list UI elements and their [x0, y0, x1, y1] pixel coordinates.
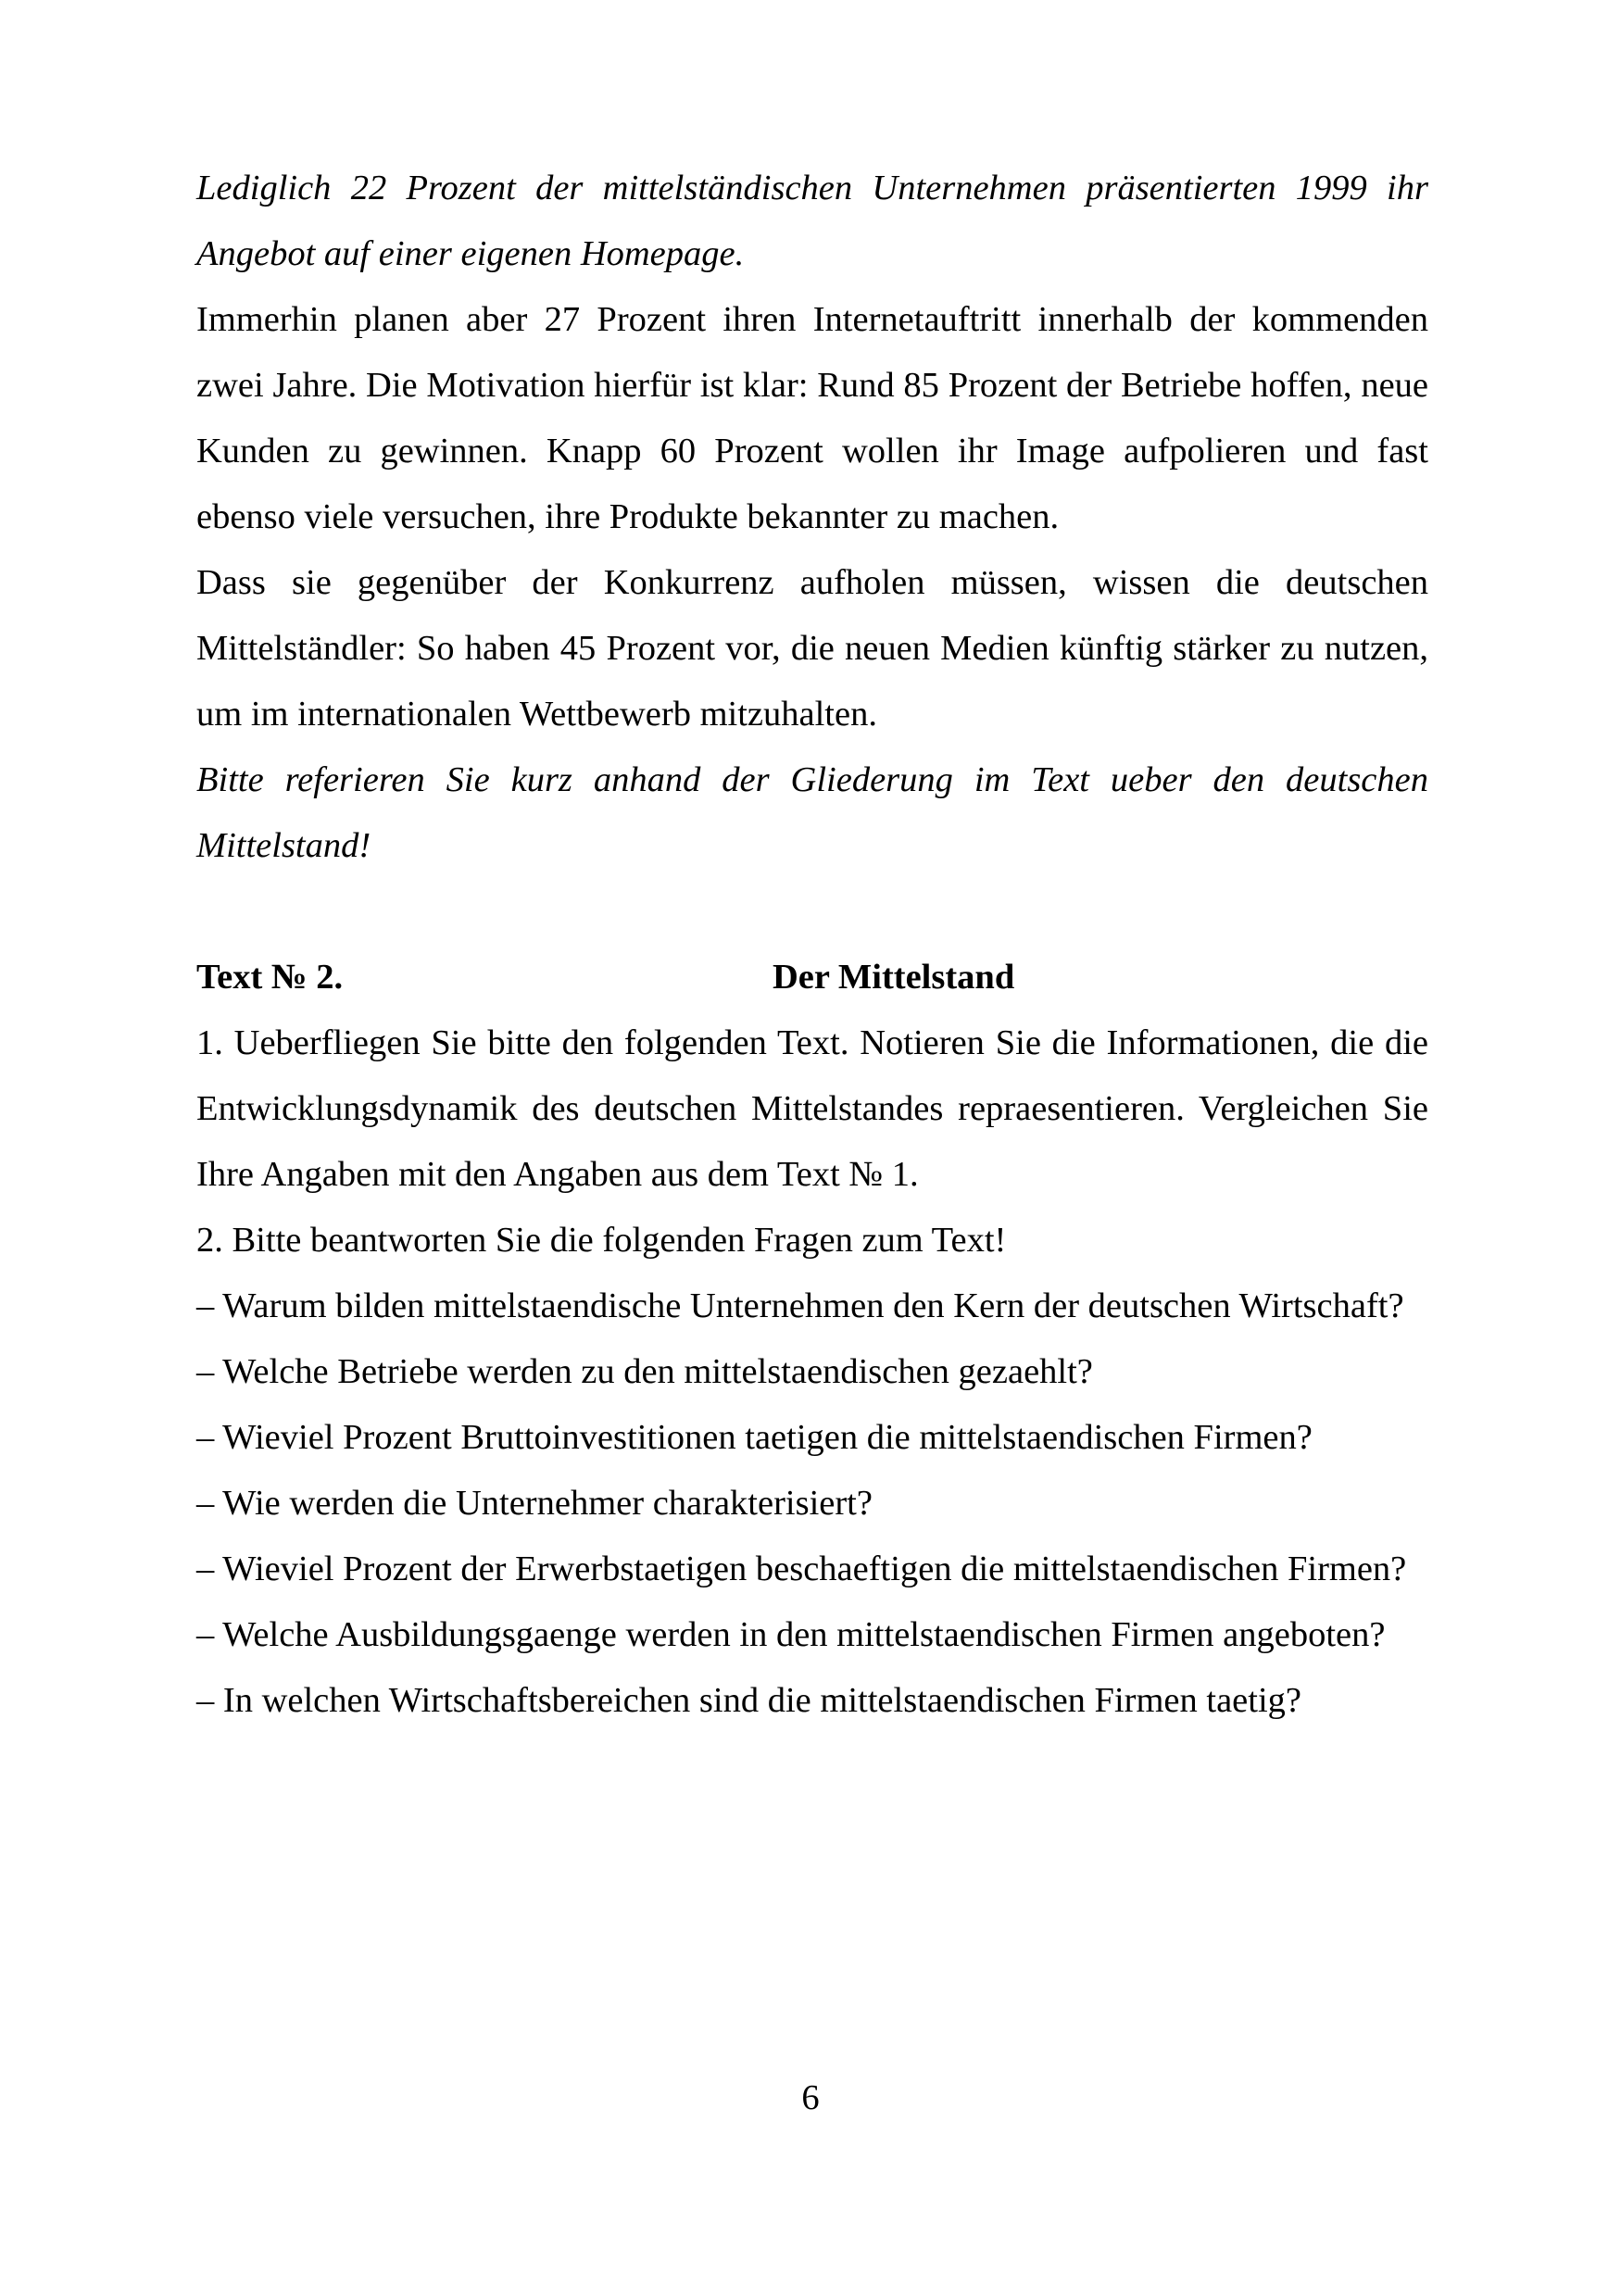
question-item: – Wieviel Prozent der Erwerbstaetigen beschaeftigen die mittelstaendischen Firmen? [196, 1549, 1407, 1588]
intro-italic-paragraph: Lediglich 22 Prozent der mittelständischen Unternehmen präsentierten 1999 ihr Angebot auf einer eigenen Homepage. [196, 169, 1428, 273]
section-spacer [196, 879, 1428, 945]
section-title: Der Mittelstand [773, 958, 1015, 997]
document-page [196, 156, 1428, 1734]
question-item: – Welche Betriebe werden zu den mittelstaendischen gezaehlt? [196, 1352, 1093, 1391]
section-heading [196, 945, 1428, 1010]
task-2-paragraph: 2. Bitte beantworten Sie die folgenden Fragen zum Text! [196, 1221, 1007, 1260]
question-item: – Wieviel Prozent Bruttoinvestitionen taetigen die mittelstaendischen Firmen? [196, 1418, 1313, 1457]
question-item: – In welchen Wirtschaftsbereichen sind die mittelstaendischen Firmen taetig? [196, 1681, 1301, 1720]
intro-task-instruction: Bitte referieren Sie kurz anhand der Gliederung im Text ueber den deutschen Mittelstand! [196, 760, 1428, 865]
intro-paragraph-competition: Dass sie gegenüber der Konkurrenz aufholen müssen, wissen die deutschen Mittelständler: So haben 45 Prozent vor, die neuen Medien künftig stärker zu nutzen, um im internationalen Wettbewerb mitzuhalten. [196, 563, 1428, 734]
question-item: – Welche Ausbildungsgaenge werden in den mittelstaendischen Firmen angeboten? [196, 1615, 1386, 1654]
page-number: 6 [801, 2078, 820, 2117]
section-label: Text № 2. [196, 958, 344, 997]
question-item: – Wie werden die Unternehmer charakterisiert? [196, 1484, 873, 1523]
intro-paragraph-internet-plans: Immerhin planen aber 27 Prozent ihren Internetauftritt innerhalb der kommenden zwei Jahre. Die Motivation hierfür ist klar: Rund 85 Prozent der Betriebe hoffen, neue Kunden zu gewinnen. Knapp 60 Prozent wollen ihr Image aufpolieren und fast ebenso viele versuchen, ihre Produkte bekannter zu machen. [196, 300, 1428, 536]
task-1-paragraph: 1. Ueberfliegen Sie bitte den folgenden Text. Notieren Sie die Informationen, die die Entwicklungsdynamik des deutschen Mittelstandes repraesentieren. Vergleichen Sie Ihre Angaben mit den Angaben aus dem Text № 1. [196, 1023, 1428, 1194]
question-item: – Warum bilden mittelstaendische Unternehmen den Kern der deutschen Wirtschaft? [196, 1286, 1404, 1325]
